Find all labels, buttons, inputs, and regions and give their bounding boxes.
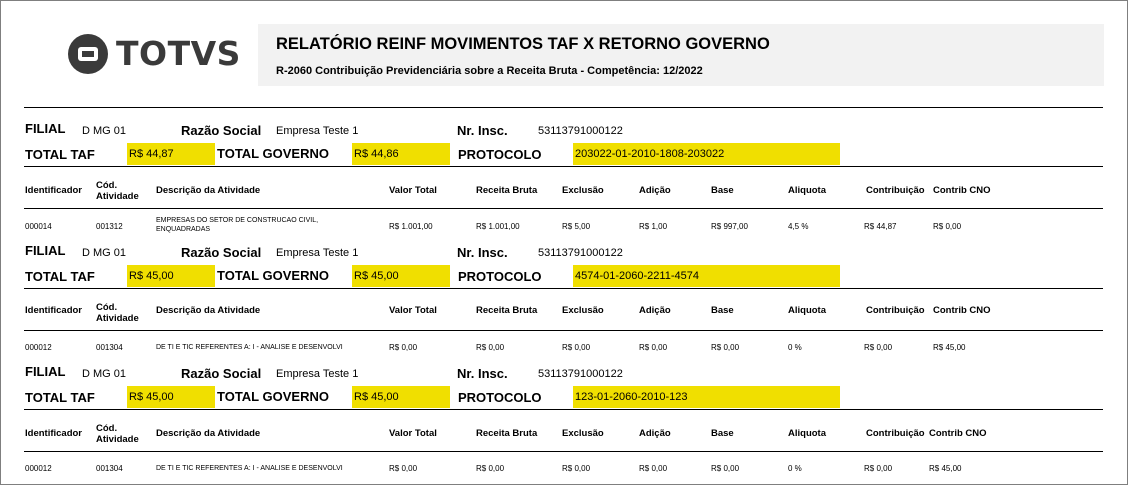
col-receita-bruta: Receita Bruta: [476, 428, 538, 439]
col-identificador: Identificador: [25, 305, 83, 316]
col-base: Base: [711, 185, 734, 196]
razao-social-value: Empresa Teste 1: [276, 247, 359, 259]
col-cod-atividade-1: Cód.: [96, 302, 118, 313]
razao-social-value: Empresa Teste 1: [276, 125, 359, 137]
filial-value: D MG 01: [82, 368, 127, 380]
total-taf-value: R$ 45,00: [129, 391, 174, 403]
cell-exclusao: R$ 0,00: [562, 464, 591, 473]
nr-insc-value: 53113791000122: [538, 368, 623, 380]
filial-value: D MG 01: [82, 247, 127, 259]
col-base: Base: [711, 305, 734, 316]
col-adicao: Adição: [639, 428, 671, 439]
protocolo-highlight: [573, 143, 840, 165]
divider: [24, 330, 1103, 331]
total-governo-label: TOTAL GOVERNO: [217, 389, 329, 404]
protocolo-label: PROTOCOLO: [458, 390, 542, 405]
nr-insc-label: Nr. Insc.: [457, 123, 508, 138]
report-subtitle: R-2060 Contribuição Previdenciária sobre a Receita Bruta - Competência: 12/2022: [276, 65, 703, 77]
total-governo-highlight: [352, 265, 450, 287]
total-governo-highlight: [352, 386, 450, 408]
col-identificador: Identificador: [25, 185, 83, 196]
cell-contribuicao: R$ 0,00: [864, 464, 893, 473]
cell-valor-total: R$ 0,00: [389, 343, 418, 352]
razao-social-label: Razão Social: [181, 245, 262, 260]
protocolo-value: 203022-01-2010-1808-203022: [575, 148, 725, 160]
filial-label: FILIAL: [25, 121, 66, 136]
total-taf-label: TOTAL TAF: [25, 269, 95, 284]
col-cod-atividade-2: Atividade: [96, 191, 139, 202]
total-governo-highlight: [352, 143, 450, 165]
protocolo-label: PROTOCOLO: [458, 269, 542, 284]
total-taf-label: TOTAL TAF: [25, 147, 95, 162]
cell-aliquota: 0 %: [788, 464, 802, 473]
cell-base: R$ 0,00: [711, 464, 740, 473]
cell-valor-total: R$ 0,00: [389, 464, 418, 473]
cell-receita-bruta: R$ 1.001,00: [476, 222, 520, 231]
cell-base: R$ 997,00: [711, 222, 748, 231]
cell-adicao: R$ 0,00: [639, 464, 668, 473]
cell-identificador: 000012: [25, 464, 52, 473]
cell-identificador: 000014: [25, 222, 52, 231]
col-valor-total: Valor Total: [389, 185, 437, 196]
divider: [24, 288, 1103, 289]
col-adicao: Adição: [639, 185, 671, 196]
cell-valor-total: R$ 1.001,00: [389, 222, 433, 231]
filial-label: FILIAL: [25, 364, 66, 379]
col-contrib-cno: Contrib CNO: [933, 305, 991, 316]
cell-contrib-cno: R$ 45,00: [929, 464, 962, 473]
cell-descricao-line1: EMPRESAS DO SETOR DE CONSTRUCAO CIVIL,: [156, 217, 319, 224]
col-valor-total: Valor Total: [389, 428, 437, 439]
logo-text: TOTVS: [116, 34, 241, 73]
nr-insc-label: Nr. Insc.: [457, 366, 508, 381]
total-governo-value: R$ 45,00: [354, 270, 399, 282]
total-governo-label: TOTAL GOVERNO: [217, 146, 329, 161]
cell-receita-bruta: R$ 0,00: [476, 464, 505, 473]
filial-label: FILIAL: [25, 243, 66, 258]
protocolo-value: 4574-01-2060-2211-4574: [575, 270, 699, 282]
col-contrib-cno: Contrib CNO: [929, 428, 987, 439]
protocolo-highlight: [573, 386, 840, 408]
nr-insc-value: 53113791000122: [538, 247, 623, 259]
total-taf-highlight: [127, 386, 215, 408]
col-aliquota: Aliquota: [788, 428, 826, 439]
col-cod-atividade-1: Cód.: [96, 423, 118, 434]
razao-social-label: Razão Social: [181, 123, 262, 138]
total-taf-highlight: [127, 143, 215, 165]
cell-receita-bruta: R$ 0,00: [476, 343, 505, 352]
col-contribuicao: Contribuição: [866, 428, 925, 439]
razao-social-value: Empresa Teste 1: [276, 368, 359, 380]
col-cod-atividade-1: Cód.: [96, 180, 118, 191]
cell-aliquota: 4,5 %: [788, 222, 809, 231]
cell-contrib-cno: R$ 0,00: [933, 222, 962, 231]
cell-cod-atividade: 001304: [96, 464, 123, 473]
col-contribuicao: Contribuição: [866, 305, 925, 316]
col-identificador: Identificador: [25, 428, 83, 439]
col-contribuicao: Contribuição: [866, 185, 925, 196]
cell-contribuicao: R$ 0,00: [864, 343, 893, 352]
cell-exclusao: R$ 5,00: [562, 222, 591, 231]
total-governo-label: TOTAL GOVERNO: [217, 268, 329, 283]
razao-social-label: Razão Social: [181, 366, 262, 381]
cell-descricao-line2: ENQUADRADAS: [156, 226, 211, 233]
cell-cod-atividade: 001312: [96, 222, 123, 231]
col-descricao: Descrição da Atividade: [156, 185, 261, 196]
col-exclusao: Exclusão: [562, 185, 604, 196]
col-receita-bruta: Receita Bruta: [476, 305, 538, 316]
protocolo-label: PROTOCOLO: [458, 147, 542, 162]
col-descricao: Descrição da Atividade: [156, 428, 261, 439]
cell-identificador: 000012: [25, 343, 52, 352]
col-descricao: Descrição da Atividade: [156, 305, 261, 316]
total-governo-value: R$ 44,86: [354, 148, 399, 160]
cell-adicao: R$ 1,00: [639, 222, 668, 231]
col-adicao: Adição: [639, 305, 671, 316]
protocolo-value: 123-01-2060-2010-123: [575, 391, 688, 403]
cell-exclusao: R$ 0,00: [562, 343, 591, 352]
cell-aliquota: 0 %: [788, 343, 802, 352]
protocolo-highlight: [573, 265, 840, 287]
col-receita-bruta: Receita Bruta: [476, 185, 538, 196]
col-valor-total: Valor Total: [389, 305, 437, 316]
col-cod-atividade-2: Atividade: [96, 313, 139, 324]
col-cod-atividade-2: Atividade: [96, 434, 139, 445]
totvs-logo: [66, 32, 241, 76]
total-taf-label: TOTAL TAF: [25, 390, 95, 405]
cell-cod-atividade: 001304: [96, 343, 123, 352]
col-aliquota: Aliquota: [788, 185, 826, 196]
cell-descricao-line1: DE TI E TIC REFERENTES A: I - ANALISE E DESENVOLVI: [156, 465, 343, 472]
col-contrib-cno: Contrib CNO: [933, 185, 991, 196]
nr-insc-value: 53113791000122: [538, 125, 623, 137]
cell-adicao: R$ 0,00: [639, 343, 668, 352]
report-title: RELATÓRIO REINF MOVIMENTOS TAF X RETORNO GOVERNO: [276, 35, 770, 53]
total-taf-value: R$ 44,87: [129, 148, 174, 160]
nr-insc-label: Nr. Insc.: [457, 245, 508, 260]
totvs-logo-icon: [66, 32, 110, 76]
cell-base: R$ 0,00: [711, 343, 740, 352]
divider: [24, 409, 1103, 410]
col-exclusao: Exclusão: [562, 305, 604, 316]
cell-contribuicao: R$ 44,87: [864, 222, 897, 231]
divider: [24, 107, 1103, 108]
filial-value: D MG 01: [82, 125, 127, 137]
col-exclusao: Exclusão: [562, 428, 604, 439]
cell-descricao-line1: DE TI E TIC REFERENTES A: I - ANALISE E DESENVOLVI: [156, 344, 343, 351]
total-taf-highlight: [127, 265, 215, 287]
divider: [24, 208, 1103, 209]
total-taf-value: R$ 45,00: [129, 270, 174, 282]
col-base: Base: [711, 428, 734, 439]
cell-contrib-cno: R$ 45,00: [933, 343, 966, 352]
divider: [24, 166, 1103, 167]
col-aliquota: Aliquota: [788, 305, 826, 316]
divider: [24, 451, 1103, 452]
total-governo-value: R$ 45,00: [354, 391, 399, 403]
